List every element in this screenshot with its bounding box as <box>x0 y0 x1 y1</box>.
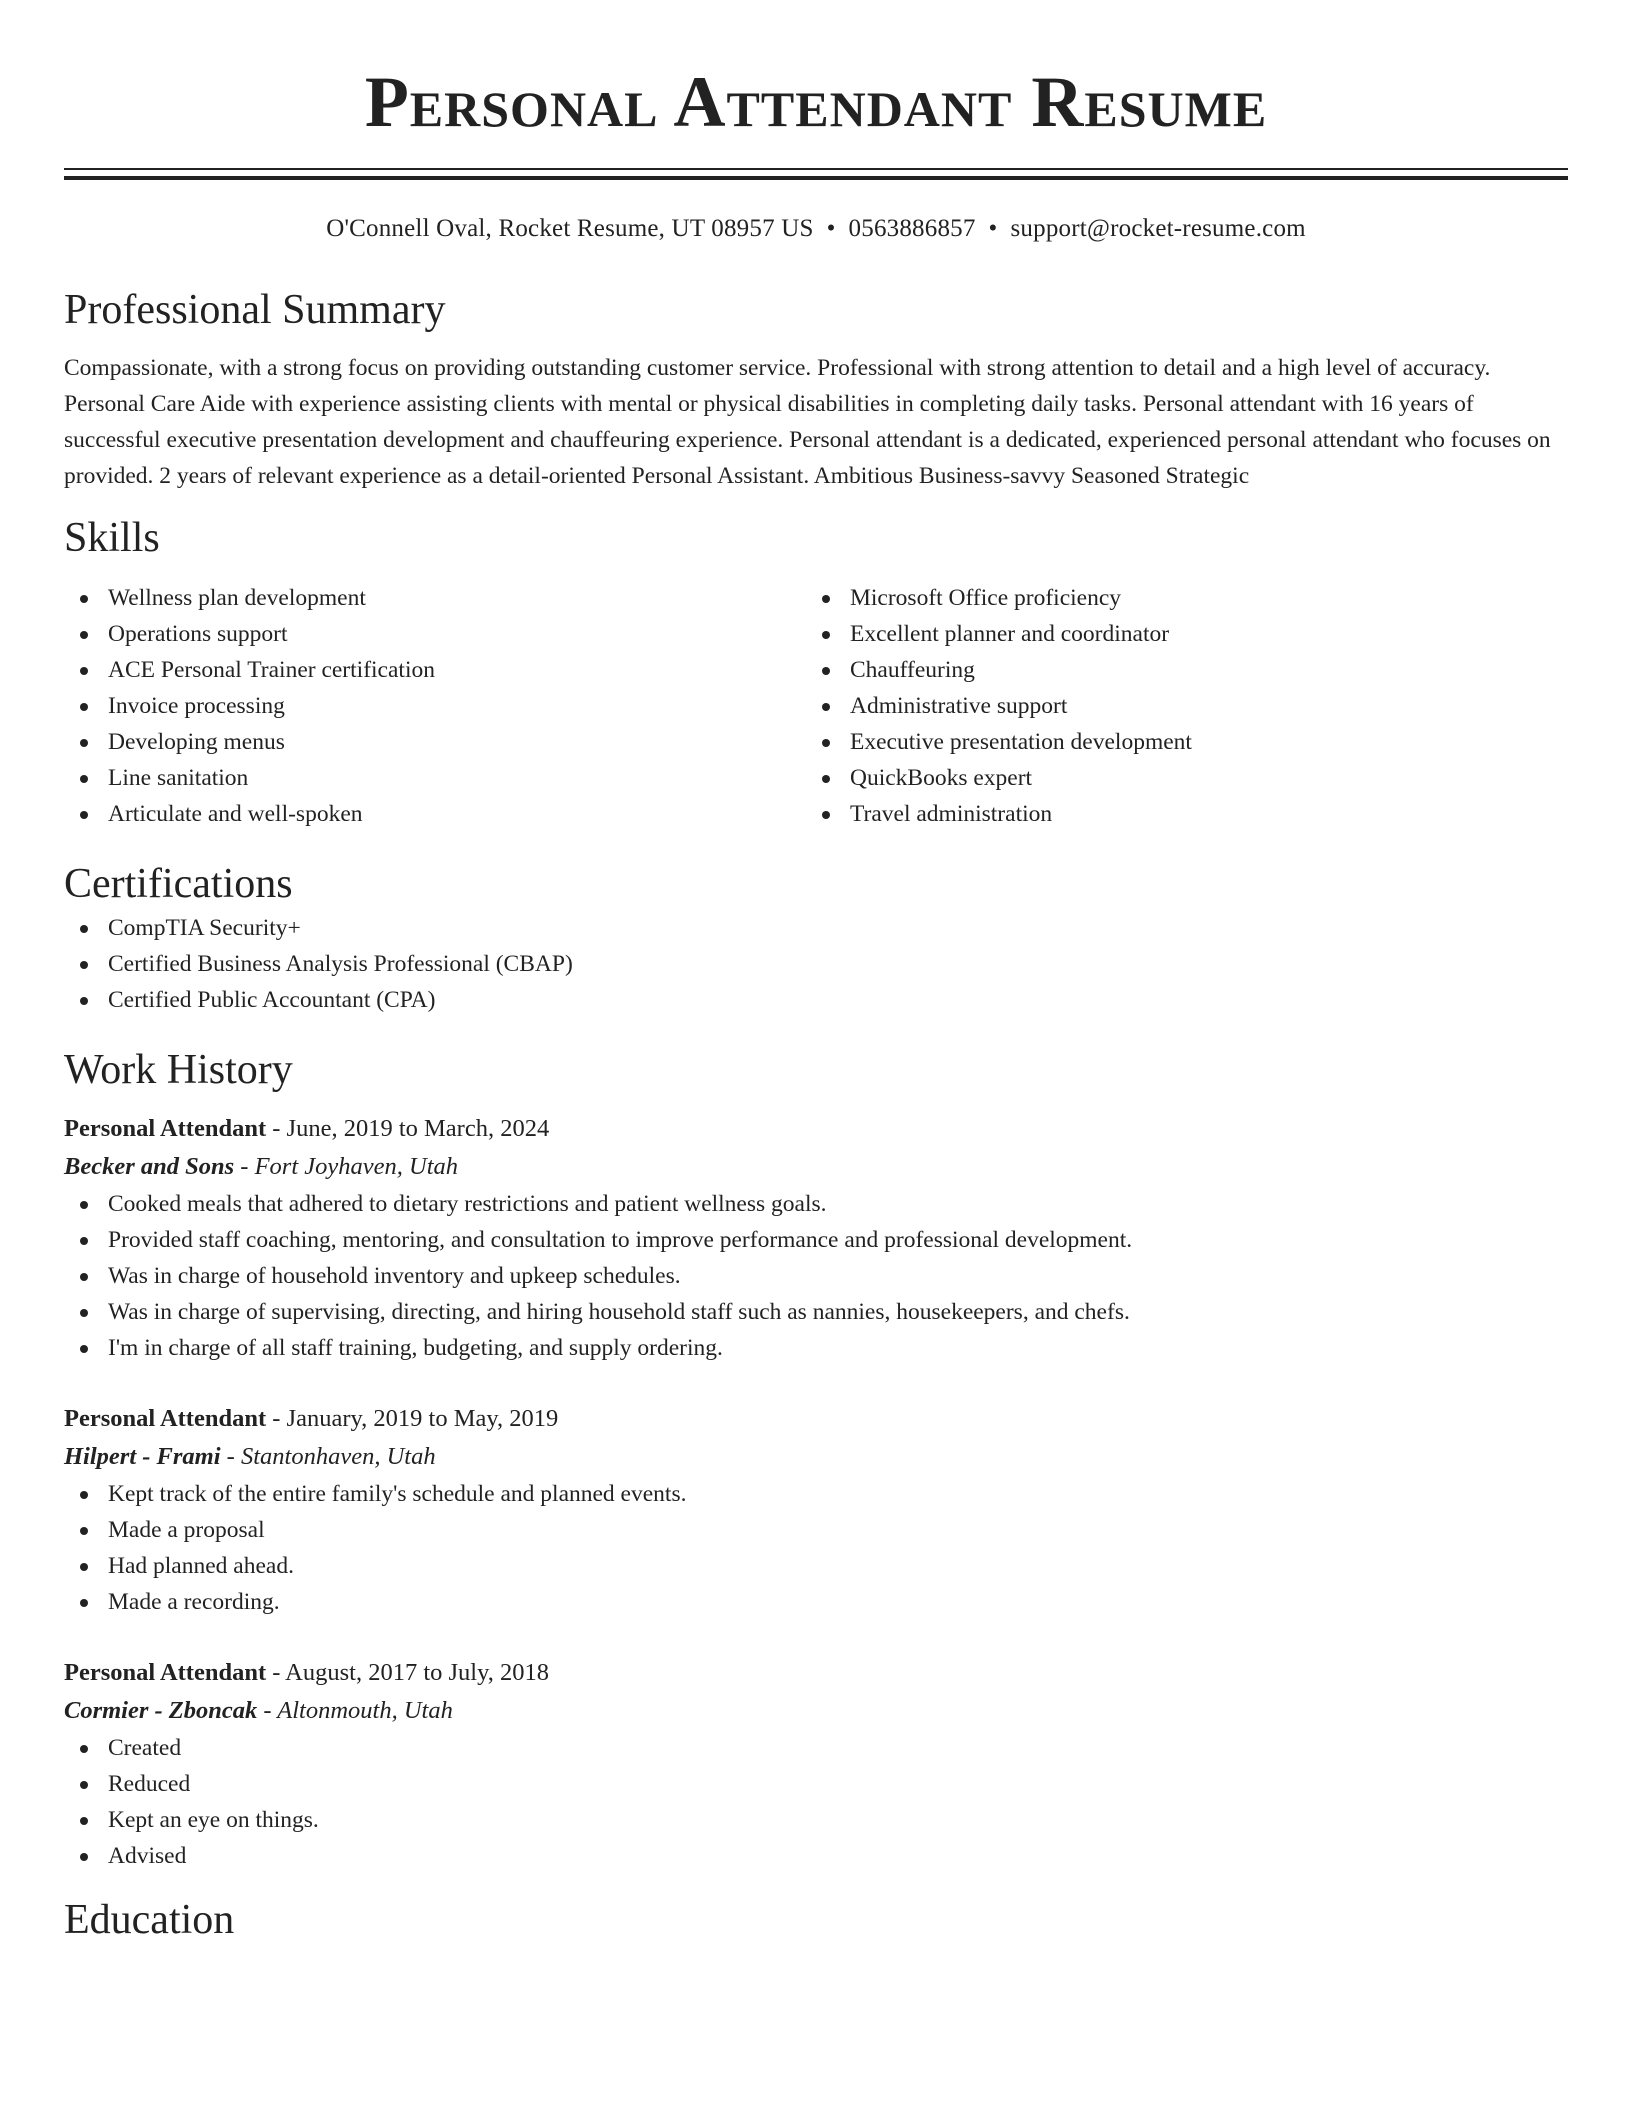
company-location: - Altonmouth, Utah <box>257 1697 453 1724</box>
job-duties-list <box>64 1730 1568 1874</box>
skill-item: Articulate and well-spoken <box>64 796 806 832</box>
job-title-line <box>64 1654 1568 1692</box>
contact-address: O'Connell Oval, Rocket Resume, UT 08957 US <box>326 215 814 242</box>
job-duty-item: Was in charge of household inventory and upkeep schedules. <box>64 1258 1568 1294</box>
job-entry <box>64 1654 1568 1874</box>
job-duties-list <box>64 1186 1568 1366</box>
job-duty-item: Kept track of the entire family's schedule and planned events. <box>64 1476 1568 1512</box>
title-divider-thin <box>64 168 1568 170</box>
page-title: Personal Attendant Resume <box>364 62 1268 142</box>
skills-column-left <box>64 580 806 832</box>
company-line <box>64 1438 1568 1476</box>
job-title-line <box>64 1110 1568 1148</box>
contact-separator: • <box>988 215 998 242</box>
contact-phone: 0563886857 <box>848 215 976 242</box>
skill-item: Chauffeuring <box>806 652 1548 688</box>
job-duty-item: Kept an eye on things. <box>64 1802 1568 1838</box>
skill-item: Operations support <box>64 616 806 652</box>
skill-item: ACE Personal Trainer certification <box>64 652 806 688</box>
job-duty-item: Cooked meals that adhered to dietary restrictions and patient wellness goals. <box>64 1186 1568 1222</box>
job-duty-item: Made a recording. <box>64 1584 1568 1620</box>
skill-item: Wellness plan development <box>64 580 806 616</box>
job-title-line <box>64 1400 1568 1438</box>
skill-item: Travel administration <box>806 796 1548 832</box>
work-history-heading: Work History <box>64 1047 293 1093</box>
education-heading: Education <box>64 1897 235 1943</box>
job-duty-item: Was in charge of supervising, directing, and hiring household staff such as nannies, housekeepers, and chefs. <box>64 1294 1568 1330</box>
job-title: Personal Attendant <box>64 1115 267 1142</box>
job-duty-item: Provided staff coaching, mentoring, and consultation to improve performance and professional development. <box>64 1222 1568 1258</box>
summary-heading: Professional Summary <box>64 287 446 333</box>
skills-column-right <box>806 580 1548 832</box>
skill-item: Executive presentation development <box>806 724 1548 760</box>
company-name: Becker and Sons <box>64 1153 235 1180</box>
job-duty-item: I'm in charge of all staff training, budgeting, and supply ordering. <box>64 1330 1568 1366</box>
skills-list-right <box>806 580 1548 832</box>
job-title: Personal Attendant <box>64 1659 267 1686</box>
company-location: - Fort Joyhaven, Utah <box>234 1153 459 1180</box>
summary-text: Compassionate, with a strong focus on providing outstanding customer service. Professional with strong attention to detail and a high level of accuracy. Personal Care Aide with experience assisting clients with mental or physical disabilities in completing daily tasks. Personal attendant with 16 years of successful executive presentation development and chauffeuring experience. Personal attendant is a dedicated, experienced personal attendant who focuses on provided. 2 years of relevant experience as a detail-oriented Personal Assistant. Ambitious Business-savvy Seasoned Strategic <box>64 355 1551 489</box>
certifications-list <box>64 910 1568 1018</box>
certifications-heading: Certifications <box>64 861 293 907</box>
job-duty-item: Reduced <box>64 1766 1568 1802</box>
company-line <box>64 1692 1568 1730</box>
company-name: Hilpert - Frami <box>64 1443 221 1470</box>
skills-list-left <box>64 580 806 832</box>
job-entry <box>64 1110 1568 1366</box>
job-duty-item: Advised <box>64 1838 1568 1874</box>
job-entry <box>64 1400 1568 1620</box>
title-divider-thick <box>64 176 1568 180</box>
job-title: Personal Attendant <box>64 1405 267 1432</box>
job-dates: - June, 2019 to March, 2024 <box>266 1115 550 1142</box>
skill-item: Invoice processing <box>64 688 806 724</box>
contact-email: support@rocket-resume.com <box>1010 215 1306 242</box>
job-duty-item: Made a proposal <box>64 1512 1568 1548</box>
certification-item: Certified Public Accountant (CPA) <box>64 982 1568 1018</box>
job-dates: - August, 2017 to July, 2018 <box>266 1659 550 1686</box>
company-name: Cormier - Zboncak <box>64 1697 258 1724</box>
skills-grid <box>64 580 1568 832</box>
skill-item: Excellent planner and coordinator <box>806 616 1548 652</box>
certification-item: Certified Business Analysis Professional (CBAP) <box>64 946 1568 982</box>
skill-item: Developing menus <box>64 724 806 760</box>
skills-heading: Skills <box>64 515 160 561</box>
job-duty-item: Had planned ahead. <box>64 1548 1568 1584</box>
resume-page <box>64 0 1568 1946</box>
skill-item: Line sanitation <box>64 760 806 796</box>
contact-line <box>64 214 1568 244</box>
skill-item: Microsoft Office proficiency <box>806 580 1548 616</box>
company-location: - Stantonhaven, Utah <box>220 1443 436 1470</box>
certification-item: CompTIA Security+ <box>64 910 1568 946</box>
contact-separator: • <box>826 215 836 242</box>
company-line <box>64 1148 1568 1186</box>
skill-item: Administrative support <box>806 688 1548 724</box>
job-duties-list <box>64 1476 1568 1620</box>
skill-item: QuickBooks expert <box>806 760 1548 796</box>
job-duty-item: Created <box>64 1730 1568 1766</box>
job-dates: - January, 2019 to May, 2019 <box>266 1405 559 1432</box>
